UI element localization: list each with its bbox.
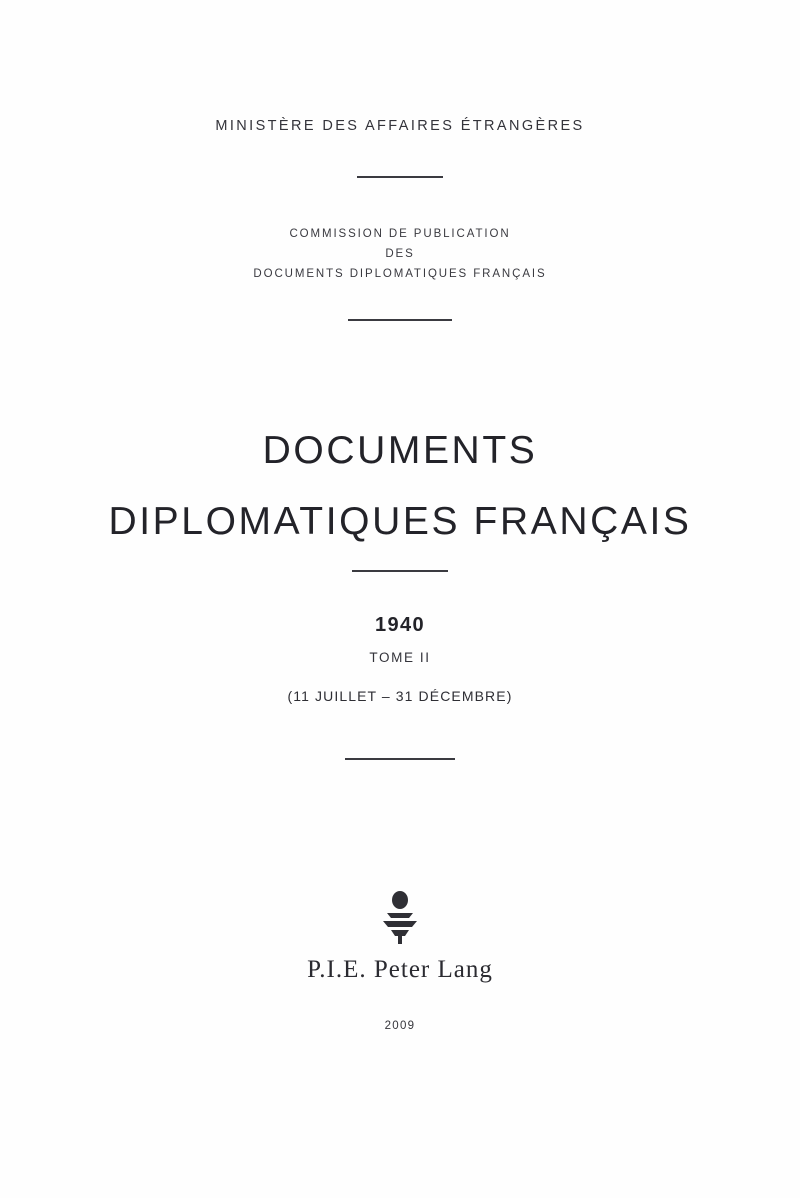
volume-tome: TOME II xyxy=(369,650,431,666)
publisher-name: P.I.E. Peter Lang xyxy=(307,956,493,984)
divider-rule-4 xyxy=(345,758,455,760)
commission-line-2: DES xyxy=(385,248,415,261)
page-title xyxy=(108,429,691,544)
commission-line-1: COMMISSION DE PUBLICATION xyxy=(289,228,511,240)
title-line-1: DOCUMENTS xyxy=(262,429,538,473)
title-line-2: DIPLOMATIQUES FRANÇAIS xyxy=(108,500,692,544)
divider-rule-1 xyxy=(357,176,443,178)
volume-year: 1940 xyxy=(374,614,426,637)
volume-date-range: (11 JUILLET – 31 DÉCEMBRE) xyxy=(287,688,513,705)
publisher-block xyxy=(307,888,493,1032)
commission-line-3: DOCUMENTS DIPLOMATIQUES FRANÇAIS xyxy=(253,268,547,281)
publisher-year: 2009 xyxy=(384,1020,416,1033)
peter-lang-logo-icon xyxy=(365,888,435,950)
ministry-heading: MINISTÈRE DES AFFAIRES ÉTRANGÈRES xyxy=(215,118,585,134)
divider-rule-2 xyxy=(348,319,452,321)
divider-rule-3 xyxy=(352,570,448,572)
commission-heading xyxy=(253,224,546,284)
